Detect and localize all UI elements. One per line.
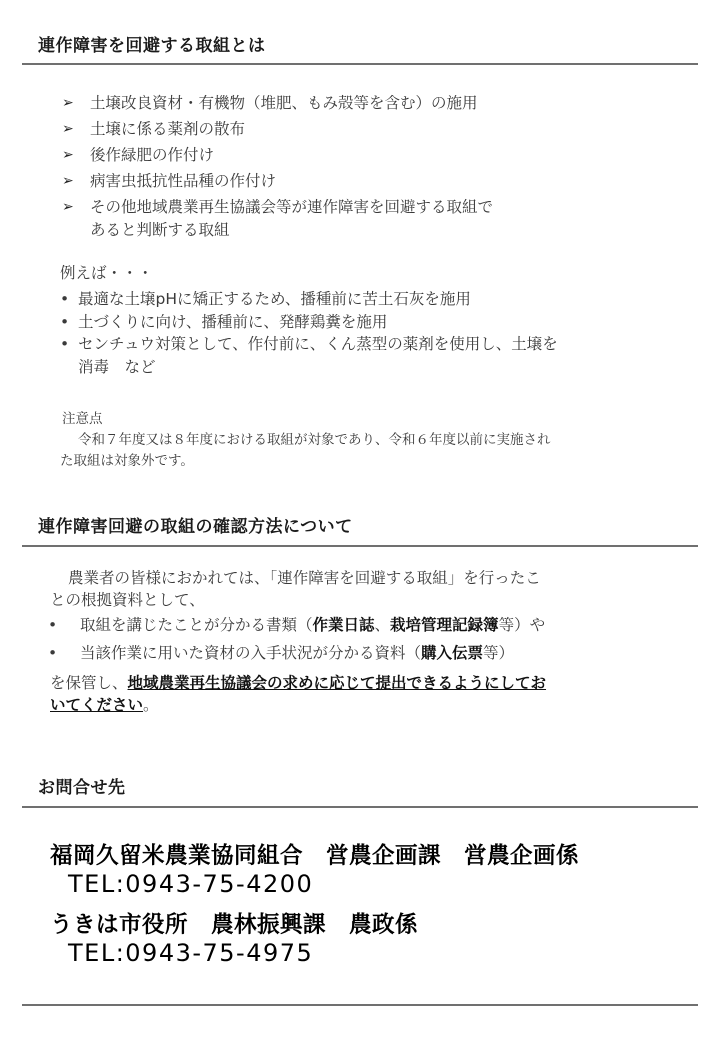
- contact-tel: TEL:0943-75-4200: [68, 870, 314, 898]
- arrow-marker-icon: ➢: [62, 95, 74, 111]
- arrow-marker-icon: ➢: [62, 173, 74, 189]
- arrow-marker-icon: ➢: [62, 199, 74, 215]
- contact-org: 福岡久留米農業協同組合 営農企画課 営農企画係: [50, 843, 580, 869]
- closing-line1: を保管し、地域農業再生協議会の求めに応じて提出できるようにしてお: [50, 674, 547, 692]
- contact-tel: TEL:0943-75-4975: [68, 939, 314, 967]
- section-title-verification: 連作障害回避の取組の確認方法について: [38, 517, 353, 537]
- note-text-line1: 令和７年度又は８年度における取組が対象であり、令和６年度以前に実施され: [78, 432, 551, 448]
- examples-intro: 例えば・・・: [60, 264, 154, 282]
- bullet-icon: •: [60, 312, 70, 331]
- list-item: • 土づくりに向け、播種前に、発酵鶏糞を施用: [60, 311, 680, 334]
- divider: [22, 63, 698, 65]
- divider: [22, 545, 698, 547]
- list-item: ➢ 土壌に係る薬剤の散布: [62, 116, 662, 142]
- divider: [22, 806, 698, 808]
- list-item: ➢ 土壌改良資材・有機物（堆肥、もみ殻等を含む）の施用: [62, 90, 662, 116]
- intro-line1: 農業者の皆様におかれては、「連作障害を回避する取組」を行ったこ: [68, 569, 541, 587]
- divider: [22, 1004, 698, 1006]
- bullet-icon: •: [60, 335, 70, 353]
- list-item: • センチュウ対策として、作付前に、くん蒸型の薬剤を使用し、土壌を 消毒 など: [60, 335, 558, 376]
- contact-ja-kurume: [50, 838, 579, 898]
- note-text-line2: た取組は対象外です。: [60, 453, 194, 469]
- note-title: 注意点: [62, 411, 103, 427]
- arrow-marker-icon: ➢: [62, 121, 74, 137]
- list-item: ➢ 後作緑肥の作付け: [62, 142, 662, 168]
- contact-ukiha-city: [50, 907, 418, 967]
- section-title-contact: お問合せ先: [38, 778, 126, 798]
- section-title-avoidance: 連作障害を回避する取組とは: [38, 36, 266, 56]
- bullet-icon: •: [48, 616, 58, 634]
- contact-org: うきは市役所 農林振興課 農政係: [50, 912, 419, 938]
- list-item: • 最適な土壌pHに矯正するため、播種前に苦土石灰を施用: [60, 288, 680, 311]
- arrow-marker-icon: ➢: [62, 147, 74, 163]
- bullet-icon: •: [48, 644, 58, 662]
- intro-line2: との根拠資料として、: [50, 591, 205, 609]
- measures-list: [62, 90, 662, 242]
- examples-list: [60, 288, 680, 378]
- list-item: ➢ 病害虫抵抗性品種の作付け: [62, 168, 662, 194]
- bullet-icon: •: [60, 290, 70, 308]
- list-item: ➢ その他地域農業再生協議会等が連作障害を回避する取組で あると判断する取組: [62, 198, 494, 239]
- closing-line2: いてください。: [50, 696, 159, 714]
